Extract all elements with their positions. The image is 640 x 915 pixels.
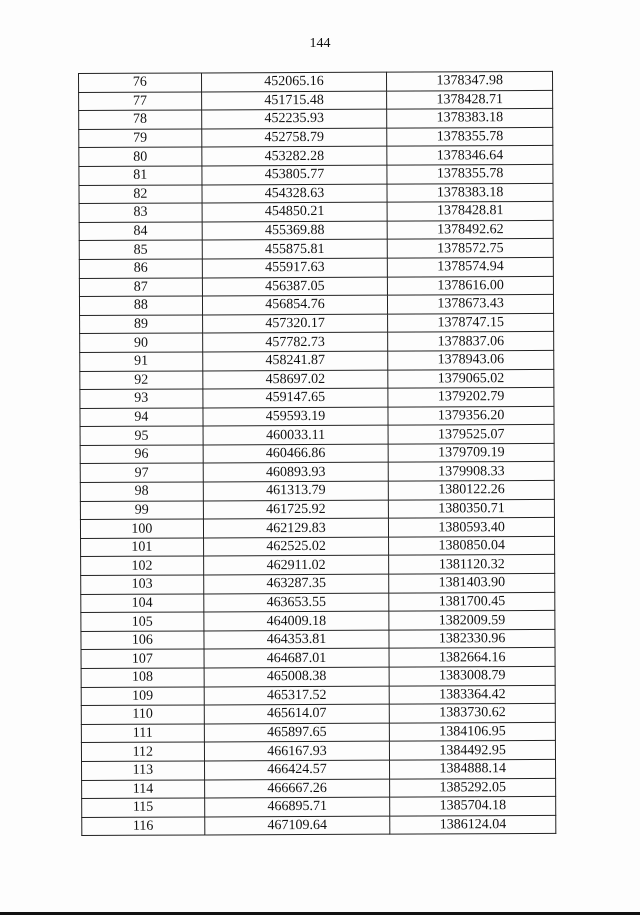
table-row bbox=[79, 146, 553, 167]
x-coordinate-cell: 465614.07 bbox=[204, 704, 390, 723]
x-coordinate-cell: 460033.11 bbox=[203, 425, 389, 444]
coordinate-table bbox=[78, 71, 556, 836]
table-row bbox=[81, 648, 555, 669]
table-row bbox=[80, 425, 554, 446]
point-number-cell: 98 bbox=[80, 482, 203, 501]
table-row bbox=[79, 71, 553, 92]
x-coordinate-cell: 465897.65 bbox=[204, 723, 390, 742]
x-coordinate-cell: 452065.16 bbox=[201, 72, 387, 91]
point-number-cell: 77 bbox=[79, 92, 202, 111]
table-row bbox=[80, 388, 554, 409]
point-number-cell: 91 bbox=[80, 352, 203, 371]
table-row bbox=[80, 480, 554, 501]
table-row bbox=[81, 573, 555, 594]
x-coordinate-cell: 464009.18 bbox=[204, 611, 390, 630]
y-coordinate-cell: 1378347.98 bbox=[387, 71, 553, 90]
y-coordinate-cell: 1380593.40 bbox=[389, 518, 555, 537]
y-coordinate-cell: 1378574.94 bbox=[388, 257, 554, 276]
y-coordinate-cell: 1383730.62 bbox=[390, 704, 556, 723]
table-row bbox=[81, 629, 555, 650]
y-coordinate-cell: 1378383.18 bbox=[387, 109, 553, 128]
y-coordinate-cell: 1383008.79 bbox=[389, 666, 555, 685]
y-coordinate-cell: 1383364.42 bbox=[389, 685, 555, 704]
point-number-cell: 93 bbox=[80, 389, 203, 408]
point-number-cell: 110 bbox=[81, 705, 204, 724]
x-coordinate-cell: 463287.35 bbox=[203, 574, 389, 593]
point-number-cell: 107 bbox=[81, 649, 204, 668]
point-number-cell: 106 bbox=[81, 631, 204, 650]
x-coordinate-cell: 463653.55 bbox=[203, 593, 389, 612]
table-row bbox=[82, 797, 556, 818]
x-coordinate-cell: 455875.81 bbox=[202, 239, 388, 258]
table-row bbox=[80, 462, 554, 483]
point-number-cell: 90 bbox=[80, 333, 203, 352]
y-coordinate-cell: 1378943.06 bbox=[388, 350, 554, 369]
y-coordinate-cell: 1380850.04 bbox=[389, 536, 555, 555]
x-coordinate-cell: 461725.92 bbox=[203, 500, 389, 519]
x-coordinate-cell: 458241.87 bbox=[202, 351, 388, 370]
y-coordinate-cell: 1382009.59 bbox=[389, 611, 555, 630]
y-coordinate-cell: 1384888.14 bbox=[390, 759, 556, 778]
coordinate-table-body bbox=[79, 71, 556, 835]
table-row bbox=[82, 815, 556, 836]
table-row bbox=[79, 220, 553, 241]
y-coordinate-cell: 1378355.78 bbox=[387, 164, 553, 183]
y-coordinate-cell: 1378355.78 bbox=[387, 127, 553, 146]
x-coordinate-cell: 452235.93 bbox=[201, 109, 387, 128]
point-number-cell: 105 bbox=[81, 612, 204, 631]
x-coordinate-cell: 456387.05 bbox=[202, 277, 388, 296]
x-coordinate-cell: 466167.93 bbox=[204, 742, 390, 761]
point-number-cell: 82 bbox=[79, 185, 202, 204]
point-number-cell: 81 bbox=[79, 166, 202, 185]
y-coordinate-cell: 1382330.96 bbox=[389, 629, 555, 648]
y-coordinate-cell: 1378616.00 bbox=[388, 276, 554, 295]
table-row bbox=[82, 759, 556, 780]
point-number-cell: 113 bbox=[82, 761, 205, 780]
table-row bbox=[79, 202, 553, 223]
x-coordinate-cell: 458697.02 bbox=[202, 370, 388, 389]
table-row bbox=[79, 127, 553, 148]
point-number-cell: 92 bbox=[80, 370, 203, 389]
point-number-cell: 86 bbox=[79, 259, 202, 278]
x-coordinate-cell: 456854.76 bbox=[202, 295, 388, 314]
x-coordinate-cell: 462525.02 bbox=[203, 537, 389, 556]
point-number-cell: 78 bbox=[79, 110, 202, 129]
y-coordinate-cell: 1379709.19 bbox=[388, 443, 554, 462]
x-coordinate-cell: 453282.28 bbox=[202, 147, 388, 166]
y-coordinate-cell: 1379908.33 bbox=[388, 462, 554, 481]
x-coordinate-cell: 451715.48 bbox=[201, 91, 387, 110]
table-row bbox=[80, 518, 554, 539]
y-coordinate-cell: 1385704.18 bbox=[390, 797, 556, 816]
y-coordinate-cell: 1378428.81 bbox=[387, 202, 553, 221]
y-coordinate-cell: 1386124.04 bbox=[390, 815, 556, 834]
table-row bbox=[81, 555, 555, 576]
x-coordinate-cell: 460893.93 bbox=[203, 463, 389, 482]
table-row bbox=[81, 704, 555, 725]
point-number-cell: 89 bbox=[80, 315, 203, 334]
point-number-cell: 88 bbox=[79, 296, 202, 315]
table-row bbox=[82, 778, 556, 799]
y-coordinate-cell: 1381120.32 bbox=[389, 555, 555, 574]
point-number-cell: 114 bbox=[82, 780, 205, 799]
point-number-cell: 115 bbox=[82, 798, 205, 817]
point-number-cell: 97 bbox=[80, 463, 203, 482]
y-coordinate-cell: 1379525.07 bbox=[388, 425, 554, 444]
point-number-cell: 96 bbox=[80, 445, 203, 464]
table-row bbox=[81, 592, 555, 613]
point-number-cell: 116 bbox=[82, 817, 205, 836]
x-coordinate-cell: 459593.19 bbox=[203, 407, 389, 426]
y-coordinate-cell: 1378747.15 bbox=[388, 313, 554, 332]
y-coordinate-cell: 1382664.16 bbox=[389, 648, 555, 667]
point-number-cell: 84 bbox=[79, 222, 202, 241]
point-number-cell: 79 bbox=[79, 129, 202, 148]
table-row bbox=[80, 443, 554, 464]
table-row bbox=[79, 295, 553, 316]
point-number-cell: 112 bbox=[81, 742, 204, 761]
point-number-cell: 99 bbox=[80, 501, 203, 520]
y-coordinate-cell: 1378673.43 bbox=[388, 295, 554, 314]
y-coordinate-cell: 1378837.06 bbox=[388, 332, 554, 351]
point-number-cell: 108 bbox=[81, 668, 204, 687]
table-row bbox=[79, 276, 553, 297]
y-coordinate-cell: 1379065.02 bbox=[388, 369, 554, 388]
table-row bbox=[80, 369, 554, 390]
table-row bbox=[81, 722, 555, 743]
table-row bbox=[81, 536, 555, 557]
point-number-cell: 94 bbox=[80, 408, 203, 427]
x-coordinate-cell: 461313.79 bbox=[203, 481, 389, 500]
x-coordinate-cell: 454328.63 bbox=[202, 184, 388, 203]
x-coordinate-cell: 465008.38 bbox=[204, 667, 390, 686]
point-number-cell: 95 bbox=[80, 426, 203, 445]
table-row bbox=[79, 109, 553, 130]
point-number-cell: 102 bbox=[81, 556, 204, 575]
x-coordinate-cell: 466667.26 bbox=[204, 779, 390, 798]
x-coordinate-cell: 462129.83 bbox=[203, 518, 389, 537]
x-coordinate-cell: 466895.71 bbox=[204, 797, 390, 816]
y-coordinate-cell: 1384106.95 bbox=[390, 722, 556, 741]
page-number: 144 bbox=[309, 36, 331, 51]
point-number-cell: 100 bbox=[80, 519, 203, 538]
point-number-cell: 80 bbox=[79, 147, 202, 166]
y-coordinate-cell: 1385292.05 bbox=[390, 778, 556, 797]
x-coordinate-cell: 455917.63 bbox=[202, 258, 388, 277]
x-coordinate-cell: 464687.01 bbox=[204, 649, 390, 668]
point-number-cell: 101 bbox=[81, 538, 204, 557]
table-row bbox=[80, 332, 554, 353]
table-row bbox=[79, 164, 553, 185]
point-number-cell: 76 bbox=[79, 73, 202, 92]
point-number-cell: 83 bbox=[79, 203, 202, 222]
y-coordinate-cell: 1379202.79 bbox=[388, 388, 554, 407]
y-coordinate-cell: 1378383.18 bbox=[387, 183, 553, 202]
y-coordinate-cell: 1378492.62 bbox=[387, 220, 553, 239]
y-coordinate-cell: 1378428.71 bbox=[387, 90, 553, 109]
table-row bbox=[79, 239, 553, 260]
point-number-cell: 104 bbox=[81, 594, 204, 613]
table-row bbox=[80, 499, 554, 520]
table-row bbox=[81, 741, 555, 762]
y-coordinate-cell: 1378572.75 bbox=[388, 239, 554, 258]
table-row bbox=[81, 685, 555, 706]
y-coordinate-cell: 1381700.45 bbox=[389, 592, 555, 611]
x-coordinate-cell: 454850.21 bbox=[202, 202, 388, 221]
x-coordinate-cell: 460466.86 bbox=[203, 444, 389, 463]
point-number-cell: 109 bbox=[81, 687, 204, 706]
x-coordinate-cell: 467109.64 bbox=[204, 816, 390, 835]
x-coordinate-cell: 457320.17 bbox=[202, 314, 388, 333]
y-coordinate-cell: 1380350.71 bbox=[389, 499, 555, 518]
point-number-cell: 85 bbox=[79, 240, 202, 259]
point-number-cell: 87 bbox=[79, 277, 202, 296]
table-row bbox=[81, 611, 555, 632]
x-coordinate-cell: 457782.73 bbox=[202, 332, 388, 351]
x-coordinate-cell: 465317.52 bbox=[204, 686, 390, 705]
x-coordinate-cell: 462911.02 bbox=[203, 556, 389, 575]
y-coordinate-cell: 1380122.26 bbox=[389, 480, 555, 499]
y-coordinate-cell: 1381403.90 bbox=[389, 573, 555, 592]
table-row bbox=[80, 313, 554, 334]
x-coordinate-cell: 452758.79 bbox=[201, 128, 387, 147]
point-number-cell: 111 bbox=[81, 724, 204, 743]
x-coordinate-cell: 455369.88 bbox=[202, 221, 388, 240]
table-row bbox=[80, 350, 554, 371]
y-coordinate-cell: 1378346.64 bbox=[387, 146, 553, 165]
x-coordinate-cell: 466424.57 bbox=[204, 760, 390, 779]
table-row bbox=[79, 257, 553, 278]
table-row bbox=[81, 666, 555, 687]
point-number-cell: 103 bbox=[81, 575, 204, 594]
table-row bbox=[79, 90, 553, 111]
x-coordinate-cell: 453805.77 bbox=[202, 165, 388, 184]
y-coordinate-cell: 1384492.95 bbox=[390, 741, 556, 760]
table-row bbox=[79, 183, 553, 204]
x-coordinate-cell: 459147.65 bbox=[203, 388, 389, 407]
y-coordinate-cell: 1379356.20 bbox=[388, 406, 554, 425]
table-row bbox=[80, 406, 554, 427]
x-coordinate-cell: 464353.81 bbox=[204, 630, 390, 649]
